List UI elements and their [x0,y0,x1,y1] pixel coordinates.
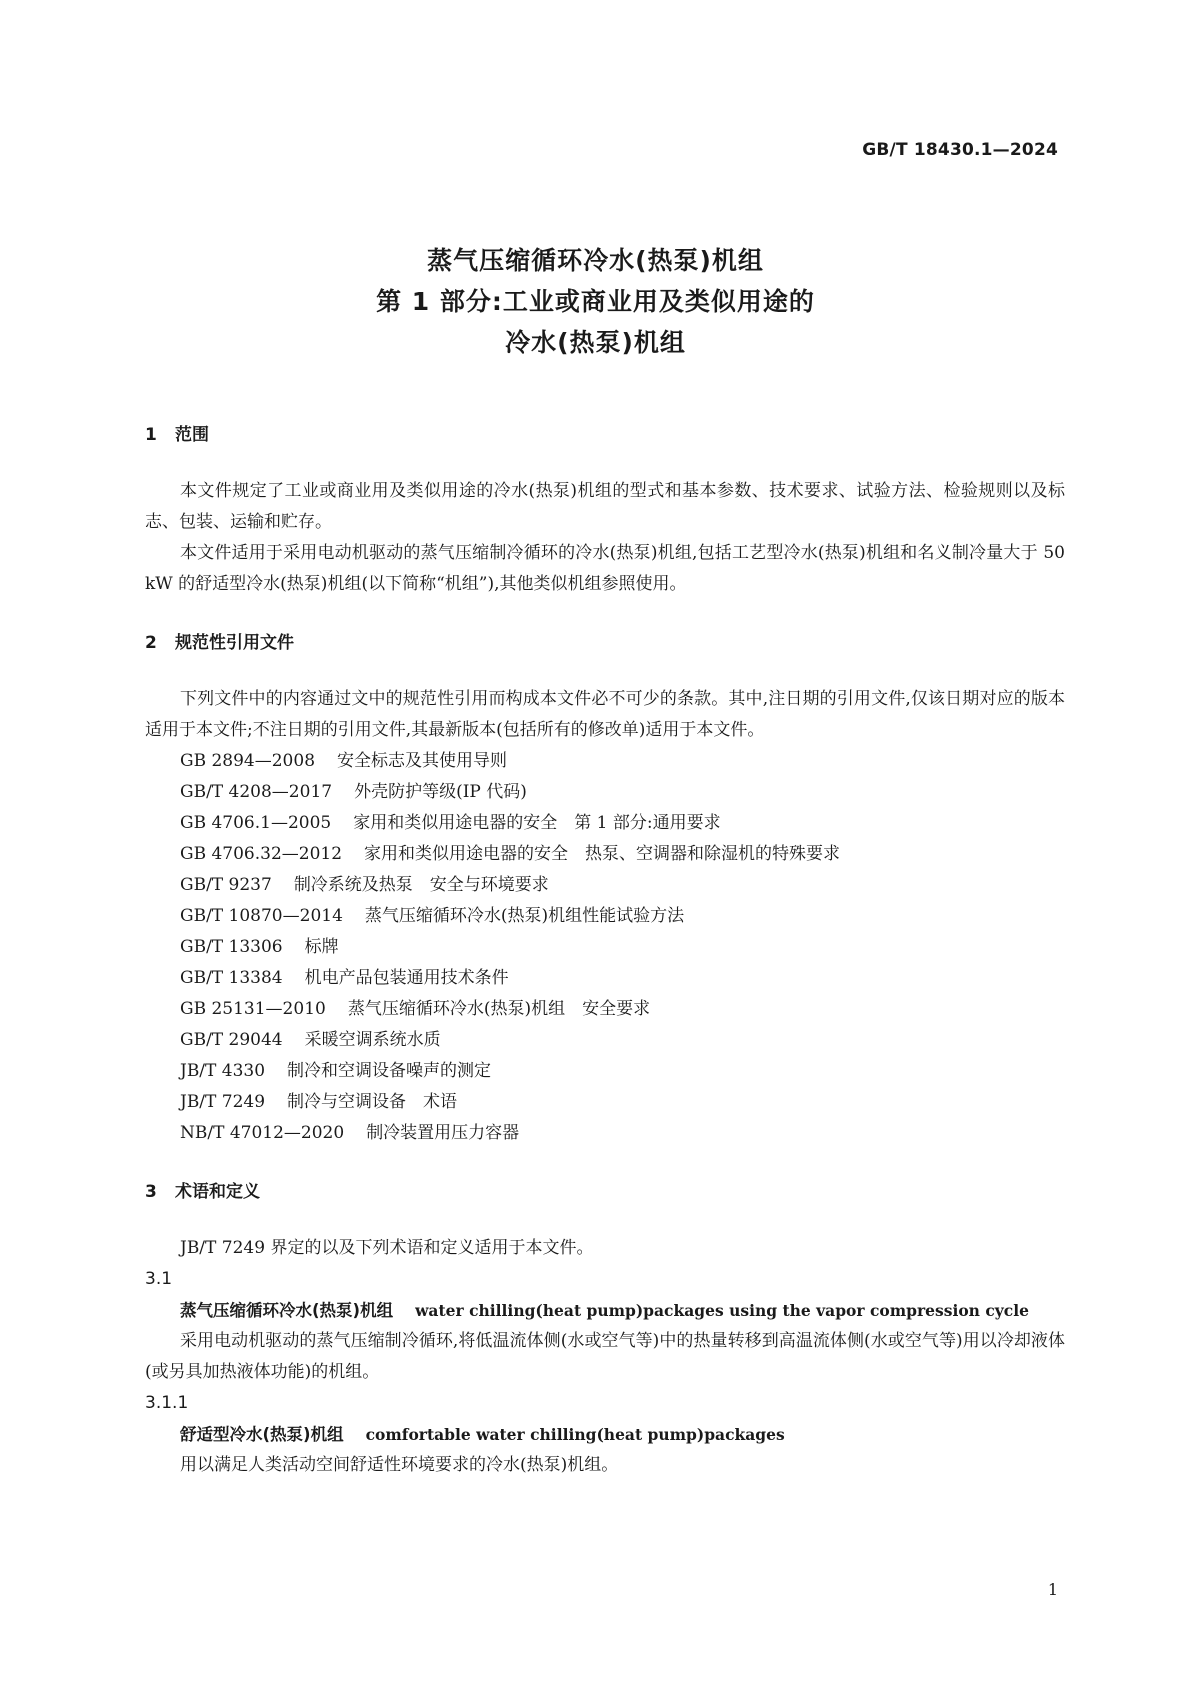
section-3-heading [145,1177,1065,1208]
term-number: 3.1.1 [145,1393,189,1413]
reference-item [145,1118,1065,1149]
term-number: 3.1 [145,1269,173,1289]
section-1-heading [145,420,1065,451]
reference-item [145,901,1065,932]
section-3-title: 术语和定义 [175,1182,260,1202]
page-number: 1 [1047,1580,1058,1599]
reference-title: 蒸气压缩循环冷水(热泵)机组 安全要求 [347,999,651,1019]
section-3-intro: JB/T 7249 界定的以及下列术语和定义适用于本文件。 [180,1238,594,1258]
reference-title: 家用和类似用途电器的安全 第 1 部分:通用要求 [353,813,721,833]
reference-code: GB/T 10870—2014 [180,906,343,926]
section-1-number: 1 [145,425,157,445]
title-line-1: 蒸气压缩循环冷水(热泵)机组 [427,246,764,275]
reference-title: 机电产品包装通用技术条件 [304,968,509,988]
reference-title: 制冷系统及热泵 安全与环境要求 [293,875,549,895]
reference-code: GB/T 13384 [180,968,283,988]
reference-item [145,777,1065,808]
reference-title: 制冷装置用压力容器 [366,1123,520,1143]
reference-item [145,963,1065,994]
reference-title: 蒸气压缩循环冷水(热泵)机组性能试验方法 [364,906,685,926]
section-2-number: 2 [145,633,157,653]
reference-title: 标牌 [304,937,339,957]
term-chinese: 舒适型冷水(热泵)机组 [180,1425,344,1444]
standard-code: GB/T 18430.1—2024 [862,140,1058,160]
reference-code: JB/T 7249 [180,1092,266,1112]
section-2-heading [145,628,1065,659]
term-english: water chilling(heat pump)packages using the vapor compression cycle [415,1301,1029,1320]
reference-code: GB 25131—2010 [180,999,326,1019]
section-1-title: 范围 [175,425,209,445]
section-1-paragraph-1: 本文件规定了工业或商业用及类似用途的冷水(热泵)机组的型式和基本参数、技术要求、试验方法、检验规则以及标志、包装、运输和贮存。 [145,481,1065,532]
reference-title: 制冷和空调设备噪声的测定 [287,1061,492,1081]
title-line-3: 冷水(热泵)机组 [505,328,686,357]
reference-item [145,1056,1065,1087]
title-line-2: 第 1 部分:工业或商业用及类似用途的 [376,287,815,316]
term-chinese: 蒸气压缩循环冷水(热泵)机组 [180,1301,394,1320]
reference-code: NB/T 47012—2020 [180,1123,345,1143]
reference-title: 安全标志及其使用导则 [337,751,508,771]
reference-list [145,746,1065,1149]
term-entry [145,1419,1065,1450]
reference-code: GB/T 4208—2017 [180,782,333,802]
reference-title: 采暖空调系统水质 [304,1030,441,1050]
document-title [0,240,1191,363]
section-1-paragraph-2: 本文件适用于采用电动机驱动的蒸气压缩制冷循环的冷水(热泵)机组,包括工艺型冷水(热泵)机组和名义制冷量大于 50 kW 的舒适型冷水(热泵)机组(以下简称“机组”),其他类似机组参照使用。 [145,543,1065,594]
term-english: comfortable water chilling(heat pump)packages [365,1425,785,1444]
reference-title: 家用和类似用途电器的安全 热泵、空调器和除湿机的特殊要求 [364,844,841,864]
term-definition: 用以满足人类活动空间舒适性环境要求的冷水(热泵)机组。 [180,1455,619,1475]
term-definition: 采用电动机驱动的蒸气压缩制冷循环,将低温流体侧(水或空气等)中的热量转移到高温流体侧(水或空气等)用以冷却液体(或另具加热液体功能)的机组。 [145,1331,1065,1382]
reference-item [145,839,1065,870]
reference-code: JB/T 4330 [180,1061,266,1081]
reference-title: 制冷与空调设备 术语 [287,1092,458,1112]
reference-item [145,994,1065,1025]
reference-item [145,1087,1065,1118]
reference-code: GB/T 29044 [180,1030,283,1050]
reference-code: GB 4706.32—2012 [180,844,343,864]
reference-code: GB 2894—2008 [180,751,316,771]
section-2-title: 规范性引用文件 [175,633,294,653]
reference-item [145,1025,1065,1056]
reference-code: GB 4706.1—2005 [180,813,332,833]
section-3-number: 3 [145,1182,157,1202]
term-entry [145,1295,1065,1326]
section-2-intro: 下列文件中的内容通过文中的规范性引用而构成本文件必不可少的条款。其中,注日期的引用文件,仅该日期对应的版本适用于本文件;不注日期的引用文件,其最新版本(包括所有的修改单)适用于本文件。 [145,689,1065,740]
reference-item [145,870,1065,901]
reference-item [145,932,1065,963]
document-body [145,420,1065,1481]
reference-item [145,808,1065,839]
reference-code: GB/T 13306 [180,937,283,957]
reference-code: GB/T 9237 [180,875,272,895]
reference-title: 外壳防护等级(IP 代码) [354,782,527,802]
reference-item [145,746,1065,777]
